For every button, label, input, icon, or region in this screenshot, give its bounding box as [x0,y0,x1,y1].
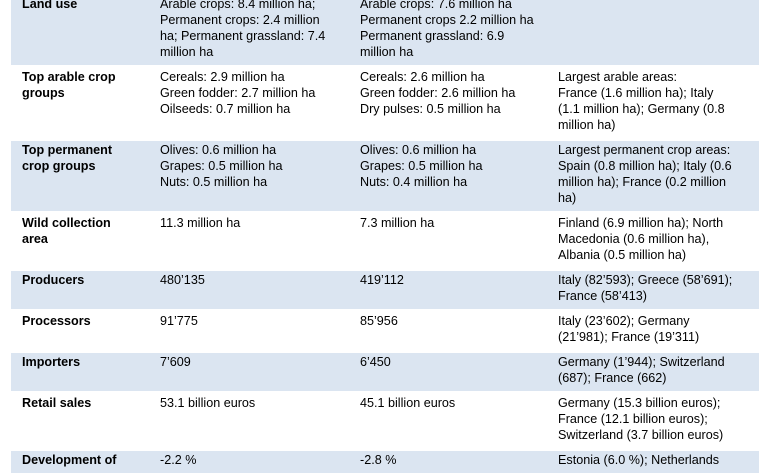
cell-text-line: -2.8 % [360,452,547,468]
value-cell-col3 [547,0,759,67]
table-row [11,213,759,270]
table-row [11,67,759,140]
row-label-line: Land use [22,0,149,12]
table-row [11,393,759,450]
cell-text-line: 53.1 billion euros [160,395,349,411]
row-label-line: Importers [22,354,149,370]
row-label-line: Retail sales [22,395,149,411]
cell-text-line: -2.2 % [160,452,349,468]
value-cell-col3 [547,67,759,140]
cell-text-line: ha; Permanent grassland: 7.4 [160,28,349,44]
cell-text-line: Germany (1’944); Switzerland [558,354,759,370]
value-cell-col1 [149,213,349,270]
row-label-cell [11,140,149,213]
row-label-cell [11,352,149,393]
row-label-cell [11,213,149,270]
value-cell-col2 [349,393,547,450]
row-label-cell [11,67,149,140]
value-cell-col2 [349,270,547,311]
cell-text-line: 91’775 [160,313,349,329]
cell-text-line: ha) [558,190,759,206]
cell-text-line: Olives: 0.6 million ha [360,142,547,158]
value-cell-col1 [149,352,349,393]
cell-text-line: (1.1 million ha); Germany (0.8 [558,101,759,117]
value-cell-col2 [349,0,547,67]
cell-text-line: (687); France (662) [558,370,759,386]
cell-text-line: 7’609 [160,354,349,370]
cell-text-line: Permanent crops: 2.4 million [160,12,349,28]
cell-text-line: Nuts: 0.4 million ha [360,174,547,190]
value-cell-col3 [547,311,759,352]
table-row [11,352,759,393]
row-label-cell [11,0,149,67]
cell-text-line: Permanent crops 2.2 million ha [360,12,547,28]
cell-text-line: 11.3 million ha [160,215,349,231]
statistics-table-body [11,0,759,473]
row-label-cell [11,450,149,473]
cell-text-line: France (1.6 million ha); Italy [558,85,759,101]
cell-text-line: Switzerland (3.7 billion euros) [558,427,759,443]
cell-text-line: Arable crops: 8.4 million ha; [160,0,349,12]
value-cell-col2 [349,67,547,140]
cell-text-line: Grapes: 0.5 million ha [160,158,349,174]
cell-text-line: 419’112 [360,272,547,288]
cell-text-line: Nuts: 0.5 million ha [160,174,349,190]
cell-text-line: million ha) [558,117,759,133]
cell-text-line: million ha [360,44,547,60]
row-label-line: Top permanent [22,142,149,158]
cell-text-line: Arable crops: 7.6 million ha [360,0,547,12]
value-cell-col1 [149,140,349,213]
value-cell-col1 [149,270,349,311]
row-label-cell [11,393,149,450]
cell-text-line: 85’956 [360,313,547,329]
cell-text-line: 6’450 [360,354,547,370]
cell-text-line: France (58’413) [558,288,759,304]
row-label-line: area [22,231,149,247]
cell-text-line: 45.1 billion euros [360,395,547,411]
value-cell-col2 [349,352,547,393]
row-label-cell [11,311,149,352]
cell-text-line: Green fodder: 2.7 million ha [160,85,349,101]
cell-text-line: Largest arable areas: [558,69,759,85]
row-label-line: crop groups [22,158,149,174]
table-row [11,450,759,473]
value-cell-col3 [547,352,759,393]
cell-text-line: Spain (0.8 million ha); Italy (0.6 [558,158,759,174]
cell-text-line: 480’135 [160,272,349,288]
cell-text-line: 7.3 million ha [360,215,547,231]
value-cell-col1 [149,450,349,473]
cell-text-line: Cereals: 2.6 million ha [360,69,547,85]
row-label-line: Producers [22,272,149,288]
row-label-line: Processors [22,313,149,329]
cell-text-line: Italy (82’593); Greece (58’691); [558,272,759,288]
value-cell-col2 [349,213,547,270]
row-label-line: Development of [22,452,149,468]
value-cell-col1 [149,67,349,140]
cell-text-line: Grapes: 0.5 million ha [360,158,547,174]
value-cell-col3 [547,450,759,473]
table-row [11,140,759,213]
cell-text-line: million ha); France (0.2 million [558,174,759,190]
cell-text-line: (21’981); France (19’311) [558,329,759,345]
cell-text-line: Estonia (6.0 %); Netherlands [558,452,759,468]
table-row [11,270,759,311]
cell-text-line: Oilseeds: 0.7 million ha [160,101,349,117]
value-cell-col3 [547,140,759,213]
row-label-line: groups [22,85,149,101]
table-row [11,311,759,352]
value-cell-col3 [547,393,759,450]
value-cell-col3 [547,213,759,270]
cell-text-line: Dry pulses: 0.5 million ha [360,101,547,117]
cell-text-line: Albania (0.5 million ha) [558,247,759,263]
row-label-line: Top arable crop [22,69,149,85]
value-cell-col3 [547,270,759,311]
cell-text-line: Olives: 0.6 million ha [160,142,349,158]
row-label-line: Wild collection [22,215,149,231]
value-cell-col2 [349,450,547,473]
cell-text-line: Cereals: 2.9 million ha [160,69,349,85]
cell-text-line: Permanent grassland: 6.9 [360,28,547,44]
value-cell-col2 [349,140,547,213]
cell-text-line: Italy (23’602); Germany [558,313,759,329]
cell-text-line: Germany (15.3 billion euros); [558,395,759,411]
cell-text-line: million ha [160,44,349,60]
cell-text-line: France (12.1 billion euros); [558,411,759,427]
cell-text-line: Green fodder: 2.6 million ha [360,85,547,101]
cell-text-line: Macedonia (0.6 million ha), [558,231,759,247]
value-cell-col1 [149,0,349,67]
statistics-table [11,0,759,473]
value-cell-col2 [349,311,547,352]
row-label-cell [11,270,149,311]
cell-text-line: Finland (6.9 million ha); North [558,215,759,231]
value-cell-col1 [149,393,349,450]
value-cell-col1 [149,311,349,352]
table-row [11,0,759,67]
cell-text-line: Largest permanent crop areas: [558,142,759,158]
